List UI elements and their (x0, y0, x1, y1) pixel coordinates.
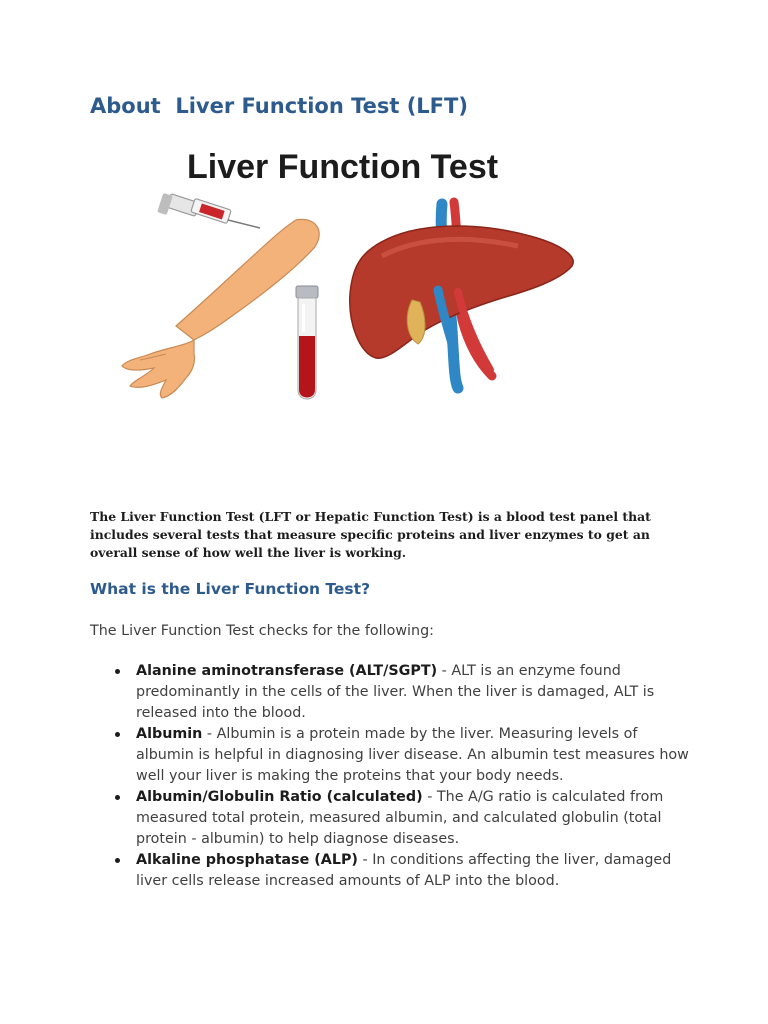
bullet-icon (115, 669, 120, 674)
hero-image-caption: Liver Function Test (187, 148, 499, 186)
list-item (90, 724, 690, 787)
list-item (90, 661, 690, 724)
list-item-desc: - The A/G ratio is calculated from measured total protein, measured albumin, and calculated globulin (total protein - albumin) to help diagnose diseases. (136, 789, 664, 847)
lead-paragraph: The Liver Function Test checks for the following: (90, 623, 434, 639)
page-title: About Liver Function Test (LFT) (90, 94, 468, 118)
list-item-term: Albumin (136, 726, 203, 742)
bullet-icon (115, 858, 120, 863)
list-item-term: Alanine aminotransferase (ALT/SGPT) (136, 663, 438, 679)
list-item (90, 850, 690, 892)
section-heading: What is the Liver Function Test? (90, 580, 371, 598)
list-item (90, 787, 690, 850)
arm-icon (122, 219, 319, 398)
syringe-icon (157, 193, 260, 228)
test-list (90, 661, 690, 892)
list-item-term: Albumin/Globulin Ratio (calculated) (136, 789, 423, 805)
list-item-desc: - Albumin is a protein made by the liver. Measuring levels of albumin is helpful in diagnosing liver disease. An albumin test measures how well your liver is making the proteins that your body needs. (136, 726, 689, 784)
blood-tube-icon (296, 286, 318, 399)
bullet-icon (115, 732, 120, 737)
liver-icon (350, 202, 573, 388)
hero-image (120, 140, 590, 440)
bullet-icon (115, 795, 120, 800)
list-item-desc: - In conditions affecting the liver, damaged liver cells release increased amounts of ALP into the blood. (136, 852, 672, 889)
intro-paragraph: The Liver Function Test (LFT or Hepatic Function Test) is a blood test panel that includes several tests that measure specific proteins and liver enzymes to get an overall sense of how well the liver is working. (90, 509, 651, 560)
list-item-desc: - ALT is an enzyme found predominantly in the cells of the liver. When the liver is damaged, ALT is released into the blood. (136, 663, 655, 721)
list-item-term: Alkaline phosphatase (ALP) (136, 852, 358, 868)
